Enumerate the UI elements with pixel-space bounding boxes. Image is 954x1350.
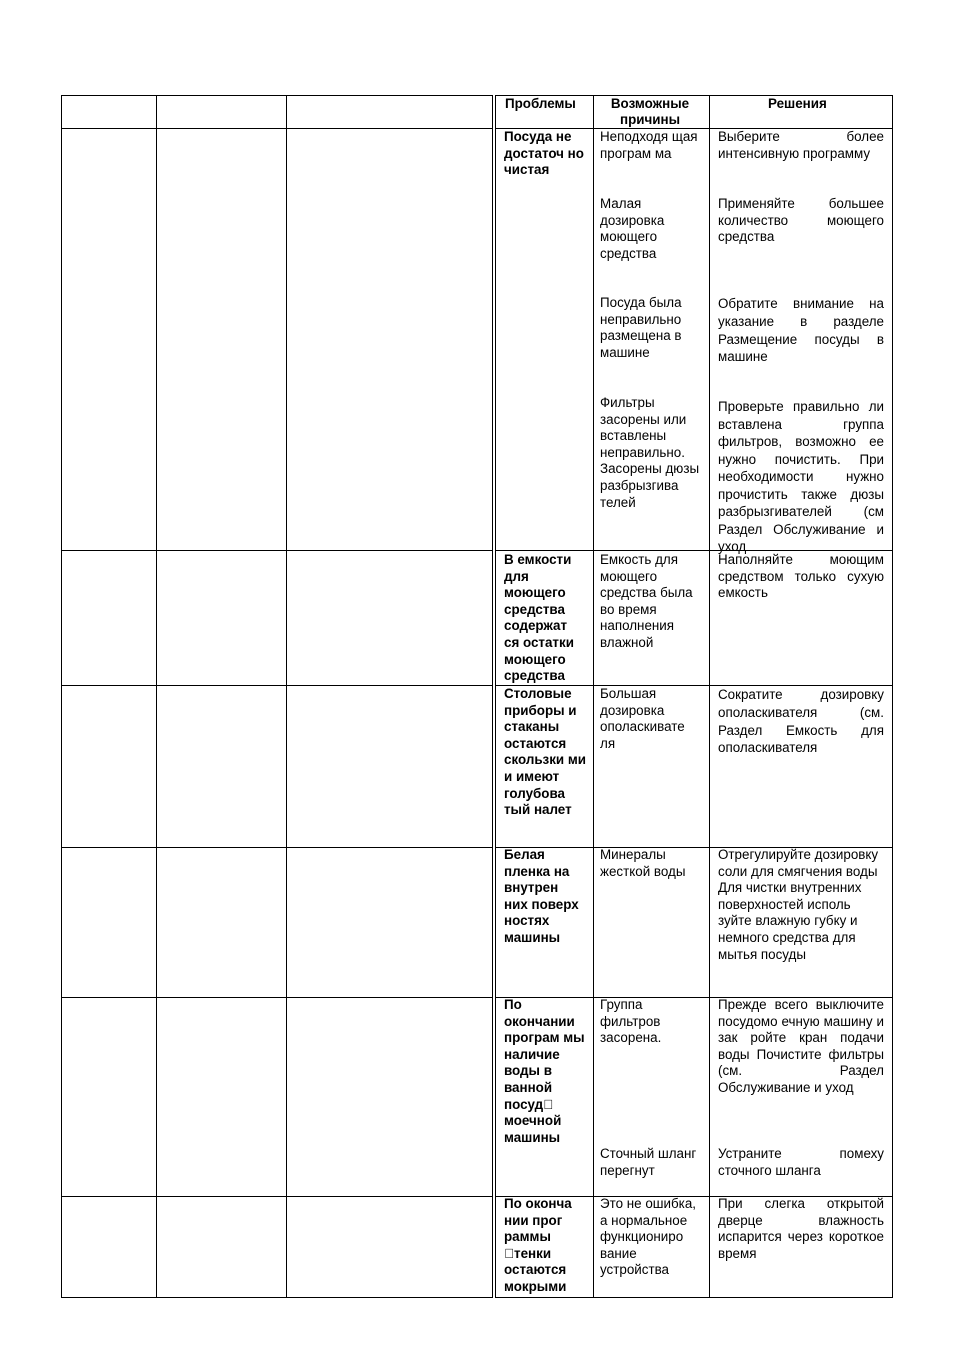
column-divider (61, 95, 62, 1298)
solution-cell: Сократите дозировку ополаскивателя (см. Раздел Емкость для ополаскивателя (718, 687, 884, 756)
solution-cell: Устраните помеху сточного шланга (718, 1146, 884, 1178)
solution-cell: Прежде всего выключите посудомо ечную машину и зак ройте кран подачи воды Почистите фильтры (см. Раздел Обслуживание и уход (718, 997, 884, 1095)
cause-cell: Фильтры засорены или вставлены неправильно. Засорены дюзы разбрызгива телей (600, 395, 700, 510)
row-divider (61, 1196, 493, 1197)
solution-cell: Проверьте правильно ли вставлена группа фильтров, возможно ее нужно почистить. При необходимости нужно прочистить также дюзы разбрызгивателей (см Раздел Обслуживание и уход (718, 399, 884, 554)
row-divider (61, 550, 493, 551)
cause-cell: Это не ошибка, а нормальное функциониро вание устройства (600, 1196, 696, 1278)
row-divider (61, 128, 493, 129)
problem-cell: Белая пленка на внутрен них поверх ностях машины (504, 847, 579, 945)
header-problems: Проблемы (505, 96, 576, 111)
header-causes: Возможные причины (610, 96, 690, 127)
solution-cell: Отрегулируйте дозировку соли для смягчения воды Для чистки внутренних поверхностей исполь зуйте влажную губку и немного средства для мытья посуды (718, 847, 879, 962)
solution-cell: Применяйте большее количество моющего средства (718, 196, 884, 245)
solution-cell: Наполняйте моющим средством только сухую емкость (718, 552, 884, 601)
problem-cell: Столовые приборы и стаканы остаются скользки ми и имеют голубова тый налет (504, 686, 587, 818)
problem-cell: Посуда не достаточ но чистая (504, 129, 584, 178)
column-divider (495, 95, 496, 1298)
column-divider (593, 95, 594, 1298)
cause-cell: Сточный шланг перегнут (600, 1146, 697, 1178)
cause-cell: Группа фильтров засорена. (600, 997, 662, 1046)
solution-cell: При слегка открытой дверце влажность испарится через короткое время (718, 1196, 884, 1261)
cause-cell: Большая дозировка ополаскивате ля (600, 686, 685, 751)
column-divider (156, 95, 157, 1298)
table-border-bottom (495, 1297, 893, 1298)
cause-cell: Минералы жесткой воды (600, 847, 686, 879)
row-divider (61, 685, 493, 686)
problem-cell: В емкости для моющего средства содержат ся остатки моющего средства (504, 552, 574, 684)
table-border-top (61, 95, 493, 96)
column-divider (286, 95, 287, 1298)
cause-cell: Емкость для моющего средства была во время наполнения влажной (600, 552, 693, 650)
solution-cell: Обратите внимание на указание в разделе Размещение посуды в машине (718, 296, 884, 365)
row-divider (61, 847, 493, 848)
column-divider (892, 95, 893, 1298)
cause-cell: Неподходя щая програм ма (600, 129, 698, 161)
cause-cell: Посуда была неправильно размещена в машине (600, 295, 682, 360)
solution-cell: Выберите более интенсивную программу (718, 129, 884, 161)
cause-cell: Малая дозировка моющего средства (600, 196, 665, 261)
table-border-bottom (61, 1297, 493, 1298)
problem-cell: По окончании програм мы наличие воды в ванной посуд моечной машины (504, 997, 585, 1145)
column-divider (492, 95, 493, 1298)
header-solutions: Решения (768, 96, 827, 111)
column-divider (709, 95, 710, 1298)
row-divider (61, 997, 493, 998)
problem-cell: По оконча нии прог раммы тенки остаются мокрыми (504, 1196, 572, 1294)
